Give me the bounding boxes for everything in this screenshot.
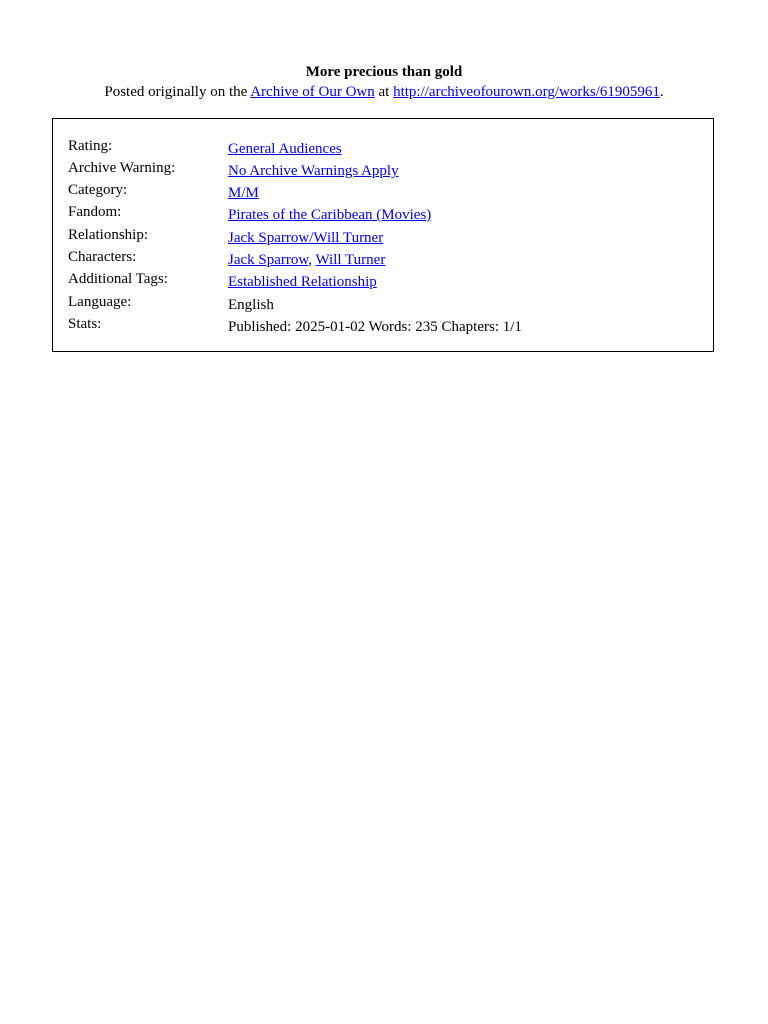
meta-row-stats: [68, 315, 708, 337]
posted-prefix: Posted originally on the: [104, 84, 251, 100]
meta-row-tags: [68, 270, 708, 292]
meta-row-fandom: [68, 203, 708, 225]
work-title: More precious than gold: [305, 64, 463, 80]
fandom-label: Fandom:: [68, 204, 122, 220]
meta-row-warning: [68, 159, 708, 181]
rating-label: Rating:: [68, 138, 113, 154]
work-url-link[interactable]: http://archiveofourown.org/works/61905961: [393, 84, 660, 100]
relationship-label: Relationship:: [68, 227, 148, 243]
meta-row-relationship: [68, 226, 708, 248]
archive-link[interactable]: Archive of Our Own: [250, 84, 375, 100]
characters-separator: ,: [308, 252, 316, 268]
characters-label: Characters:: [68, 249, 137, 265]
language-value: English: [228, 297, 274, 313]
stats-value: Published: 2025-01-02 Words: 235 Chapters: 1/1: [228, 319, 522, 335]
language-label: Language:: [68, 294, 132, 310]
work-header: [0, 62, 768, 102]
stats-label: Stats:: [68, 316, 102, 332]
posted-suffix: .: [659, 84, 664, 100]
meta-row-language: [68, 293, 708, 315]
warning-link[interactable]: No Archive Warnings Apply: [228, 163, 399, 179]
posted-mid: at: [374, 84, 394, 100]
relationship-link[interactable]: Jack Sparrow/Will Turner: [228, 230, 384, 246]
tags-label: Additional Tags:: [68, 271, 168, 287]
rating-link[interactable]: General Audiences: [228, 141, 342, 157]
meta-row-rating: [68, 137, 708, 159]
tag-link[interactable]: Established Relationship: [228, 274, 377, 290]
posted-line: [0, 82, 768, 102]
warning-label: Archive Warning:: [68, 160, 176, 176]
character-link-1[interactable]: Jack Sparrow: [228, 252, 309, 268]
meta-row-category: [68, 181, 708, 203]
fandom-link[interactable]: Pirates of the Caribbean (Movies): [228, 207, 432, 223]
category-label: Category:: [68, 182, 128, 198]
work-metadata-box: [52, 118, 714, 352]
meta-row-characters: [68, 248, 708, 270]
character-link-2[interactable]: Will Turner: [315, 252, 386, 268]
category-link[interactable]: M/M: [228, 185, 259, 201]
